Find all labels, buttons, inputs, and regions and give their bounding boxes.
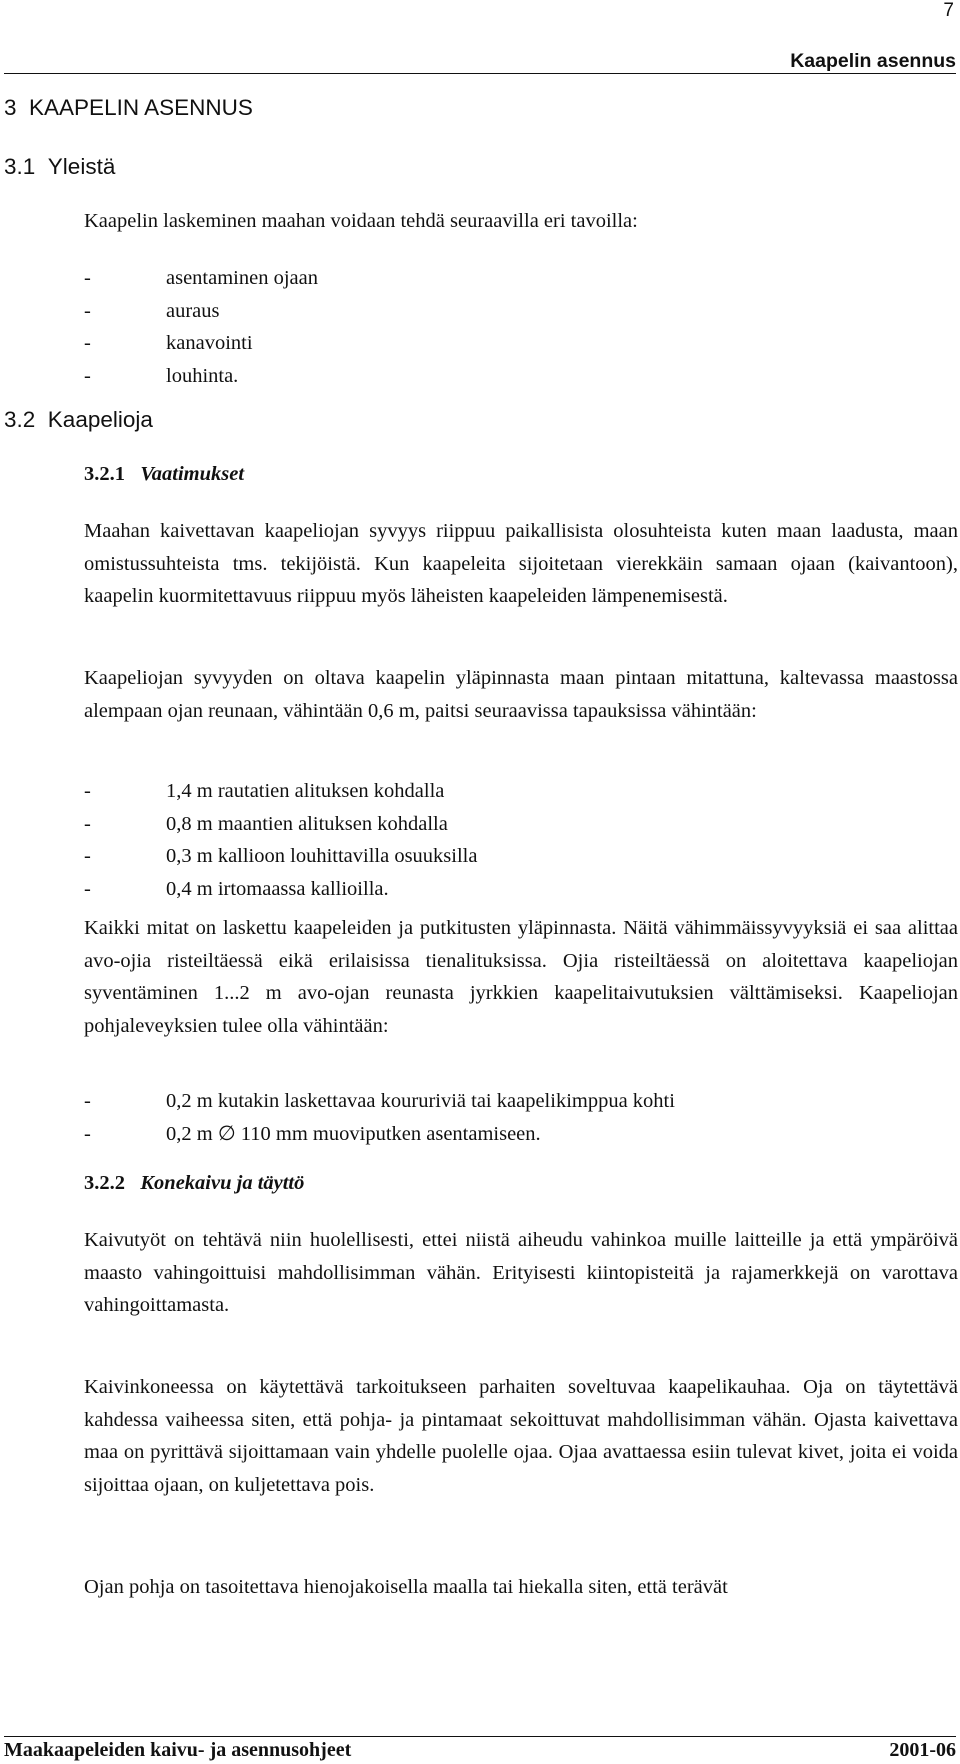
list-item: - 0,2 m kutakin laskettavaa koururiviä tai kaapelikimppua kohti bbox=[84, 1085, 675, 1118]
section-3-2-2-paragraph-1: Kaivutyöt on tehtävä niin huolellisesti, ettei niistä aiheudu vahinkoa muille laitteille ja että ympäröivä maasto vahingoittuisi mahdollisimman vähän. Erityisesti kiintopisteitä ja rajamerkkejä on varottava vahingoittamasta. bbox=[84, 1229, 958, 1316]
list-dash: - bbox=[84, 299, 91, 322]
chapter-number: 3 bbox=[4, 95, 17, 120]
section-title: Yleistä bbox=[47, 154, 116, 179]
list-item: - 0,8 m maantien alituksen kohdalla bbox=[84, 808, 477, 841]
list-item: - auraus bbox=[84, 295, 318, 328]
list-dash: - bbox=[84, 812, 91, 835]
list-item: - 0,3 m kallioon louhittavilla osuuksilla bbox=[84, 840, 477, 873]
list-dash: - bbox=[84, 780, 91, 802]
list-dash: - bbox=[84, 332, 91, 354]
subsection-number: 3.2.2 bbox=[84, 1172, 125, 1194]
section-3-2-1-paragraph-2: Kaapeliojan syvyyden on oltava kaapelin yläpinnasta maan pintaan mitattuna, kaltevassa maastossa alempaan ojan reunaan, vähintään 0,6 m, paitsi seuraavissa tapauksissa vähintään: bbox=[84, 667, 958, 722]
list-dash: - bbox=[84, 1122, 91, 1145]
subsection-number: 3.2.1 bbox=[84, 463, 125, 485]
list-item: - 0,2 m ∅ 110 mm muoviputken asentamiseen. bbox=[84, 1118, 675, 1151]
section-number: 3.1 bbox=[4, 154, 36, 179]
header-rule bbox=[4, 73, 956, 74]
footer-date: 2001-06 bbox=[889, 1739, 956, 1761]
list-item: - 0,4 m irtomaassa kallioilla. bbox=[84, 873, 477, 906]
section-3-2-2-heading bbox=[84, 1172, 304, 1195]
section-3-2-heading bbox=[4, 407, 153, 433]
chapter-title: KAAPELIN ASENNUS bbox=[29, 95, 253, 120]
trench-width-list bbox=[84, 1085, 675, 1150]
section-number: 3.2 bbox=[4, 407, 36, 432]
section-title: Kaapelioja bbox=[47, 407, 153, 432]
subsection-title: Konekaivu ja täyttö bbox=[140, 1172, 305, 1194]
list-dash: - bbox=[84, 267, 91, 289]
depth-requirements-list bbox=[84, 775, 477, 905]
section-3-2-2-paragraph-2: Kaivinkoneessa on käytettävä tarkoitukseen parhaiten soveltuvaa kaapelikauhaa. Oja on täytettävä kahdessa vaiheessa siten, että pohja- ja pintamaat sekoittuvat mahdollisimman vähän. Ojasta kaivettava maa on pyrittävä sijoittamaan vain yhdelle puolelle ojaa. Ojaa avattaessa esiin tulevat kivet, joita ei voida sijoittaa ojaan, on kuljetettava pois. bbox=[84, 1376, 958, 1496]
list-dash: - bbox=[84, 1090, 91, 1112]
list-item: - louhinta. bbox=[84, 360, 318, 393]
footer-rule bbox=[4, 1736, 956, 1737]
running-header-title: Kaapelin asennus bbox=[790, 50, 956, 72]
list-item: - 1,4 m rautatien alituksen kohdalla bbox=[84, 775, 477, 808]
section-3-2-1-heading bbox=[84, 463, 244, 486]
chapter-heading bbox=[4, 95, 253, 121]
section-3-2-1-paragraph-1: Maahan kaivettavan kaapeliojan syvyys riippuu paikallisista olosuhteista kuten maan laadusta, maan omistussuhteista tms. tekijöistä. Kun kaapeleita sijoitetaan vierekkäin samaan ojaan (kaivantoon), kaapelin kuormitettavuus riippuu myös läheisten kaapeleiden lämpenemisestä. bbox=[84, 520, 958, 607]
list-item: - asentaminen ojaan bbox=[84, 262, 318, 295]
page-number: 7 bbox=[943, 0, 954, 21]
section-3-1-heading bbox=[4, 154, 115, 180]
list-item: - kanavointi bbox=[84, 327, 318, 360]
footer-document-title: Maakaapeleiden kaivu- ja asennusohjeet bbox=[4, 1739, 352, 1761]
list-dash: - bbox=[84, 877, 91, 900]
installation-methods-list bbox=[84, 262, 318, 392]
subsection-title: Vaatimukset bbox=[140, 463, 245, 485]
section-3-1-intro: Kaapelin laskeminen maahan voidaan tehdä seuraavilla eri tavoilla: bbox=[84, 210, 638, 232]
list-dash: - bbox=[84, 845, 91, 867]
list-dash: - bbox=[84, 364, 91, 387]
section-3-2-1-paragraph-3: Kaikki mitat on laskettu kaapeleiden ja putkitusten yläpinnasta. Näitä vähimmäissyvyyksiä ei saa alittaa avo-ojia risteiltäessä eikä erilaisissa tienalituksissa. Ojia risteiltäessä on aloitettava kaapeliojan syventäminen 1...2 m avo-ojan reunasta jyrkkien kaapelitaivutuksien välttämiseksi. Kaapeliojan pohjaleveyksien tulee olla vähintään: bbox=[84, 917, 958, 1037]
section-3-2-2-paragraph-3: Ojan pohja on tasoitettava hienojakoisella maalla tai hiekalla siten, että terävät bbox=[84, 1576, 728, 1598]
